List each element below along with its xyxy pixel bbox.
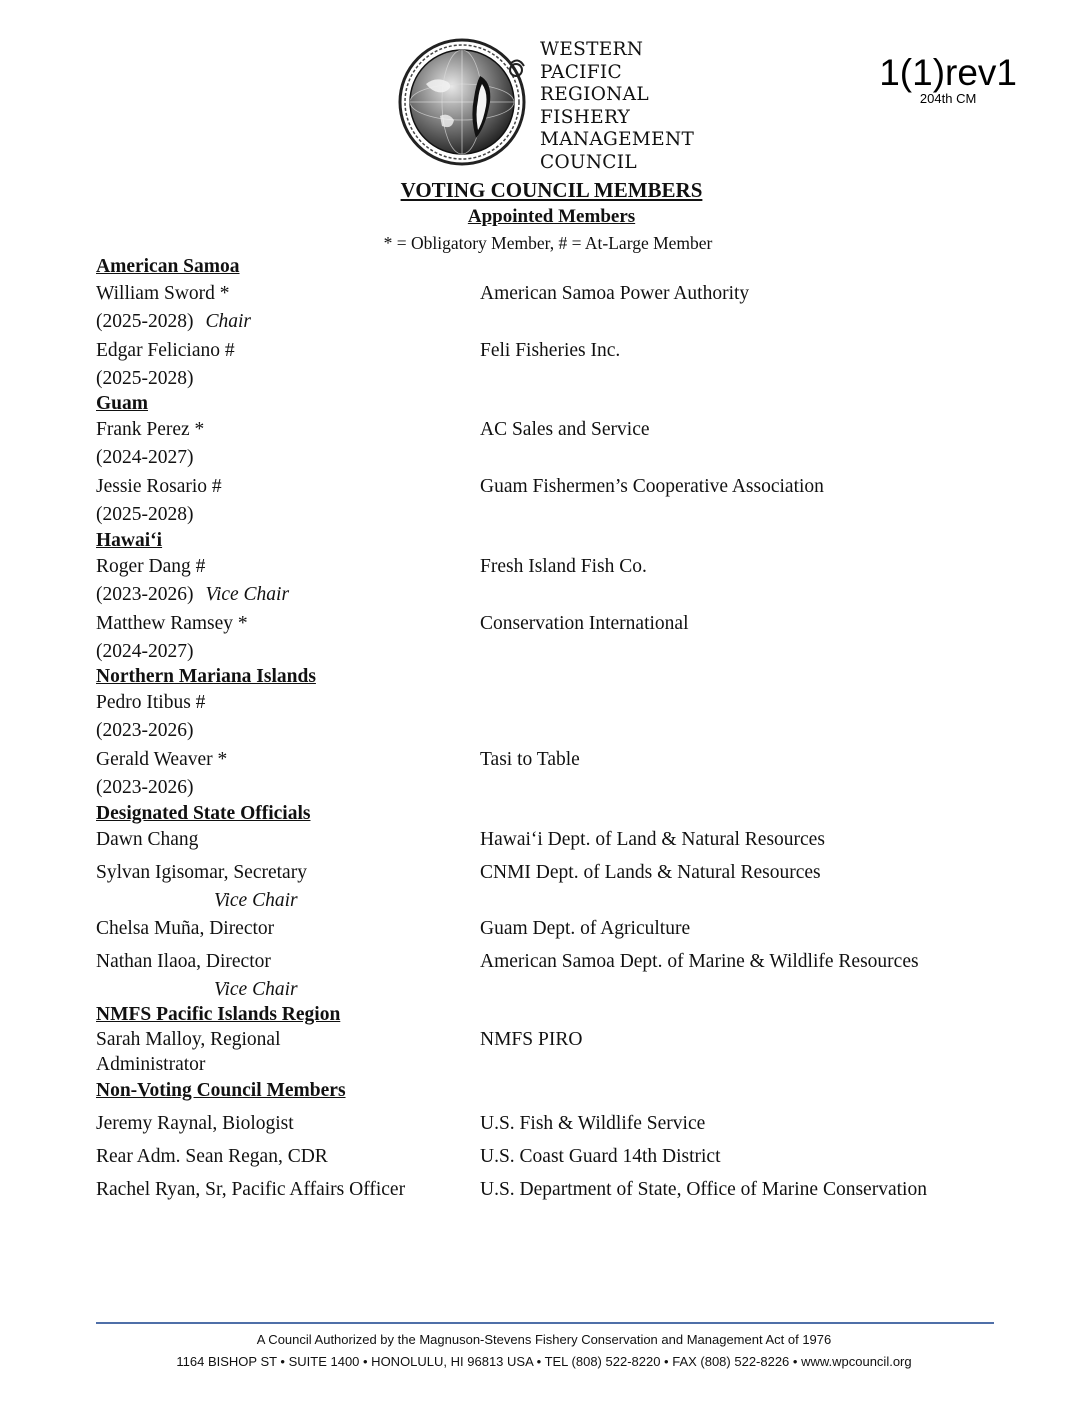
member-name: Nathan Ilaoa, Director <box>96 951 271 972</box>
footer-authority: A Council Authorized by the Magnuson-Stevens Fishery Conservation and Management Act of 1976 <box>256 1332 832 1347</box>
member-term-row <box>96 308 996 336</box>
member-role: Chair <box>205 311 251 332</box>
member-row <box>96 915 996 948</box>
member-row <box>96 948 996 976</box>
member-row <box>96 826 996 859</box>
member-term-row <box>96 444 996 472</box>
member-name: William Sword * <box>96 283 230 304</box>
member-row <box>96 1176 996 1204</box>
member-name: Chelsa Muña, Director <box>96 918 275 939</box>
org-name-line: FISHERY <box>540 106 631 128</box>
meeting-number: 204th CM <box>919 91 977 106</box>
page-subtitle: Appointed Members <box>467 206 636 227</box>
member-term: (2024-2027) <box>96 447 194 468</box>
member-affiliation: U.S. Coast Guard 14th District <box>480 1146 721 1167</box>
section-heading-state-officials: Designated State Officials <box>96 803 311 824</box>
member-term: (2025-2028) <box>96 311 194 332</box>
member-term-row <box>96 717 996 745</box>
member-legend: * = Obligatory Member, # = At-Large Member <box>383 233 713 253</box>
globe-with-fish-logo-icon <box>396 36 536 168</box>
member-name: Sarah Malloy, Regional <box>96 1029 281 1050</box>
council-logo <box>396 36 696 173</box>
member-affiliation: AC Sales and Service <box>480 419 650 440</box>
org-name-line: WESTERN <box>540 39 644 60</box>
member-role-row <box>96 976 996 1003</box>
member-affiliation: Feli Fisheries Inc. <box>480 340 621 361</box>
member-term: (2023-2026) <box>96 777 194 798</box>
organization-name <box>540 39 694 174</box>
section-heading-guam: Guam <box>96 393 149 414</box>
org-name-line: REGIONAL <box>540 84 649 105</box>
member-row <box>96 336 996 365</box>
member-affiliation: NMFS PIRO <box>480 1029 583 1050</box>
member-term: (2023-2026) <box>96 720 194 741</box>
footer-divider <box>96 1322 994 1324</box>
member-term-row <box>96 638 996 665</box>
member-affiliation: Conservation International <box>480 613 689 634</box>
org-name-line: PACIFIC <box>540 61 622 83</box>
member-name: Gerald Weaver * <box>96 749 228 770</box>
member-affiliation: Hawai‘i Dept. of Land & Natural Resources <box>480 829 825 850</box>
member-row <box>96 609 996 638</box>
section-heading-cnmi: Northern Mariana Islands <box>96 666 316 687</box>
member-name: Rear Adm. Sean Regan, CDR <box>96 1146 328 1167</box>
member-affiliation: American Samoa Power Authority <box>480 283 750 304</box>
member-affiliation: Guam Dept. of Agriculture <box>480 918 691 939</box>
member-role: Vice Chair <box>214 979 298 1000</box>
section-heading-non-voting: Non-Voting Council Members <box>96 1080 346 1101</box>
document-code <box>879 52 1017 106</box>
member-row <box>96 280 996 308</box>
member-name: Pedro Itibus # <box>96 692 206 713</box>
member-name: Rachel Ryan, Sr, Pacific Affairs Officer <box>96 1179 406 1200</box>
org-name-line: MANAGEMENT <box>540 129 695 150</box>
member-row <box>96 552 996 581</box>
section-heading-hawaii: Hawai‘i <box>96 530 163 551</box>
org-name-line: COUNCIL <box>540 151 637 173</box>
member-row <box>96 472 996 501</box>
page-title: VOTING COUNCIL MEMBERS <box>400 178 703 202</box>
member-name: Edgar Feliciano # <box>96 340 235 361</box>
member-affiliation: U.S. Fish & Wildlife Service <box>480 1113 706 1134</box>
member-affiliation: U.S. Department of State, Office of Marine Conservation <box>480 1179 927 1200</box>
section-heading-nmfs: NMFS Pacific Islands Region <box>96 1004 341 1025</box>
member-affiliation: Fresh Island Fish Co. <box>480 556 647 577</box>
member-role: Vice Chair <box>214 890 298 911</box>
member-name: Roger Dang # <box>96 556 206 577</box>
member-row <box>96 689 996 717</box>
member-role: Vice Chair <box>205 584 290 605</box>
member-term-row <box>96 581 996 609</box>
member-role-row <box>96 887 996 915</box>
member-term: (2025-2028) <box>96 368 194 389</box>
member-row <box>96 1143 996 1176</box>
document-number: 1(1)rev1 <box>879 52 1017 93</box>
member-row <box>96 415 996 444</box>
member-name: Frank Perez * <box>96 419 205 440</box>
member-name: Jessie Rosario # <box>96 476 222 497</box>
member-row <box>96 859 996 887</box>
member-name: Sylvan Igisomar, Secretary <box>96 862 307 883</box>
member-affiliation: Tasi to Table <box>480 749 580 770</box>
member-term: (2025-2028) <box>96 504 194 525</box>
member-term-row <box>96 774 996 801</box>
member-affiliation: Guam Fishermen’s Cooperative Association <box>480 476 824 497</box>
member-term-row <box>96 365 996 393</box>
member-name: Jeremy Raynal, Biologist <box>96 1113 294 1134</box>
member-name: Matthew Ramsey * <box>96 613 248 634</box>
member-name-continued <box>96 1052 996 1079</box>
member-term-row <box>96 501 996 529</box>
member-row <box>96 1027 996 1052</box>
member-term: (2024-2027) <box>96 641 194 662</box>
member-name: Administrator <box>96 1054 206 1075</box>
member-term: (2023-2026) <box>96 584 194 605</box>
member-list <box>96 254 996 1204</box>
member-row <box>96 745 996 774</box>
footer-contact: 1164 BISHOP ST • SUITE 1400 • HONOLULU, HI 96813 USA • TEL (808) 522-8220 • FAX (808) 522-8226 • www.wpcouncil.org <box>176 1354 912 1369</box>
member-affiliation: CNMI Dept. of Lands & Natural Resources <box>480 862 821 883</box>
member-name: Dawn Chang <box>96 829 199 850</box>
member-affiliation: American Samoa Dept. of Marine & Wildlife Resources <box>480 951 919 972</box>
member-row <box>96 1110 996 1143</box>
section-heading-american-samoa: American Samoa <box>96 256 240 277</box>
